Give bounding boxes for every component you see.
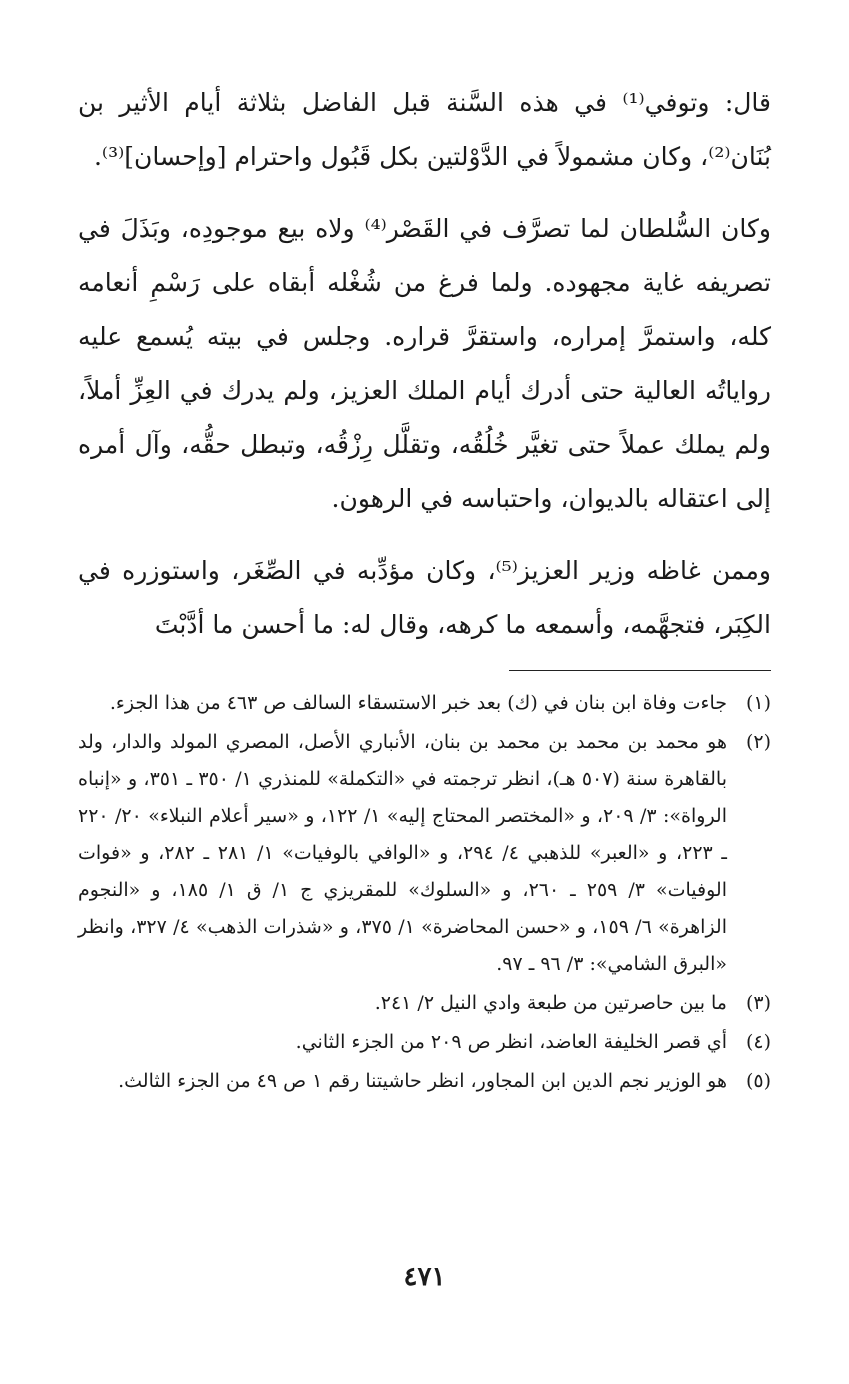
footnote-text: أي قصر الخليفة العاضد، انظر ص ٢٠٩ من الجزء الثاني. — [295, 1031, 727, 1053]
footnote-5 — [78, 1063, 771, 1100]
footnote-4 — [78, 1024, 771, 1061]
main-text — [78, 76, 771, 652]
footnote-text: هو الوزير نجم الدين ابن المجاور، انظر حاشيتنا رقم ١ ص ٤٩ من الجزء الثالث. — [118, 1070, 727, 1092]
paragraph-1: قال: وتوفي⁽¹⁾ في هذه السَّنة قبل الفاضل بثلاثة أيام الأثير بن بُنَان⁽²⁾، وكان مشمولاً في الدَّوْلتين بكل قَبُول واحترام [وإحسان]⁽³⁾. — [78, 88, 771, 171]
footnote-number: (٣) — [745, 992, 771, 1014]
paragraph-3: وممن غاظه وزير العزيز⁽⁵⁾، وكان مؤدِّبه في الصِّغَر، واستوزره في الكِبَر، فتجهَّمه، وأسمعه ما كرهه، وقال له: ما أحسن ما أدَّبْتَ — [78, 556, 771, 639]
footnote-text: هو محمد بن محمد بن محمد بن بنان، الأنباري الأصل، المصري المولد والدار، ولد بالقاهرة سنة (٥٠٧ هـ)، انظر ترجمته في «التكملة» للمنذري ١/ ٣٥٠ ـ ٣٥١، و «إنباه الرواة»: ٣/ ٢٠٩، و «المختصر المحتاج إليه» ١/ ١٢٢، و «سير أعلام النبلاء» ٢٠/ ٢٢٠ ـ ٢٢٣، و «العبر» للذهبي ٤/ ٢٩٤، و «الوافي بالوفيات» ١/ ٢٨١ ـ ٢٨٢، و «فوات الوفيات» ٣/ ٢٥٩ ـ ٢٦٠، و «السلوك» للمقريزي ج ١/ ق ١/ ١٨٥، و «النجوم الزاهرة» ٦/ ١٥٩، و «حسن المحاضرة» ١/ ٣٧٥، و «شذرات الذهب» ٤/ ٣٢٧، وانظر «البرق الشامي»: ٣/ ٩٦ ـ ٩٧. — [78, 731, 727, 975]
page-number: ٤٧١ — [403, 1262, 446, 1292]
footnote-3 — [78, 985, 771, 1022]
footnote-2 — [78, 724, 771, 983]
footnote-text: جاءت وفاة ابن بنان في (ك) بعد خبر الاستسقاء السالف ص ٤٦٣ من هذا الجزء. — [109, 692, 727, 714]
footnotes — [78, 685, 771, 1100]
footnote-1 — [78, 685, 771, 722]
footnote-separator — [509, 670, 771, 671]
footnote-number: (٥) — [745, 1070, 771, 1092]
book-page — [78, 76, 771, 1324]
footnote-number: (٤) — [745, 1031, 771, 1053]
footnote-text: ما بين حاصرتين من طبعة وادي النيل ٢/ ٢٤١. — [374, 992, 727, 1014]
footnote-number: (٢) — [745, 731, 771, 753]
footnote-number: (١) — [745, 692, 771, 714]
paragraph-2: وكان السُّلطان لما تصرَّف في القَصْر⁽⁴⁾ ولاه بيع موجودِه، وبَذَلَ في تصريفه غاية مجهوده. ولما فرغ من شُغْله أبقاه على رَسْمِ أنعامه كله، واستمرَّ إمراره، واستقرَّ قراره. وجلس في بيته يُسمع عليه رواياتُه العالية حتى أدرك أيام الملك العزيز، ولم يدرك في العِزِّ أملاً، ولم يملك عملاً حتى تغيَّر خُلُقُه، وتقلَّل رِزْقُه، وتبطل حقُّه، وآل أمره إلى اعتقاله بالديوان، واحتباسه في الرهون. — [78, 214, 771, 513]
